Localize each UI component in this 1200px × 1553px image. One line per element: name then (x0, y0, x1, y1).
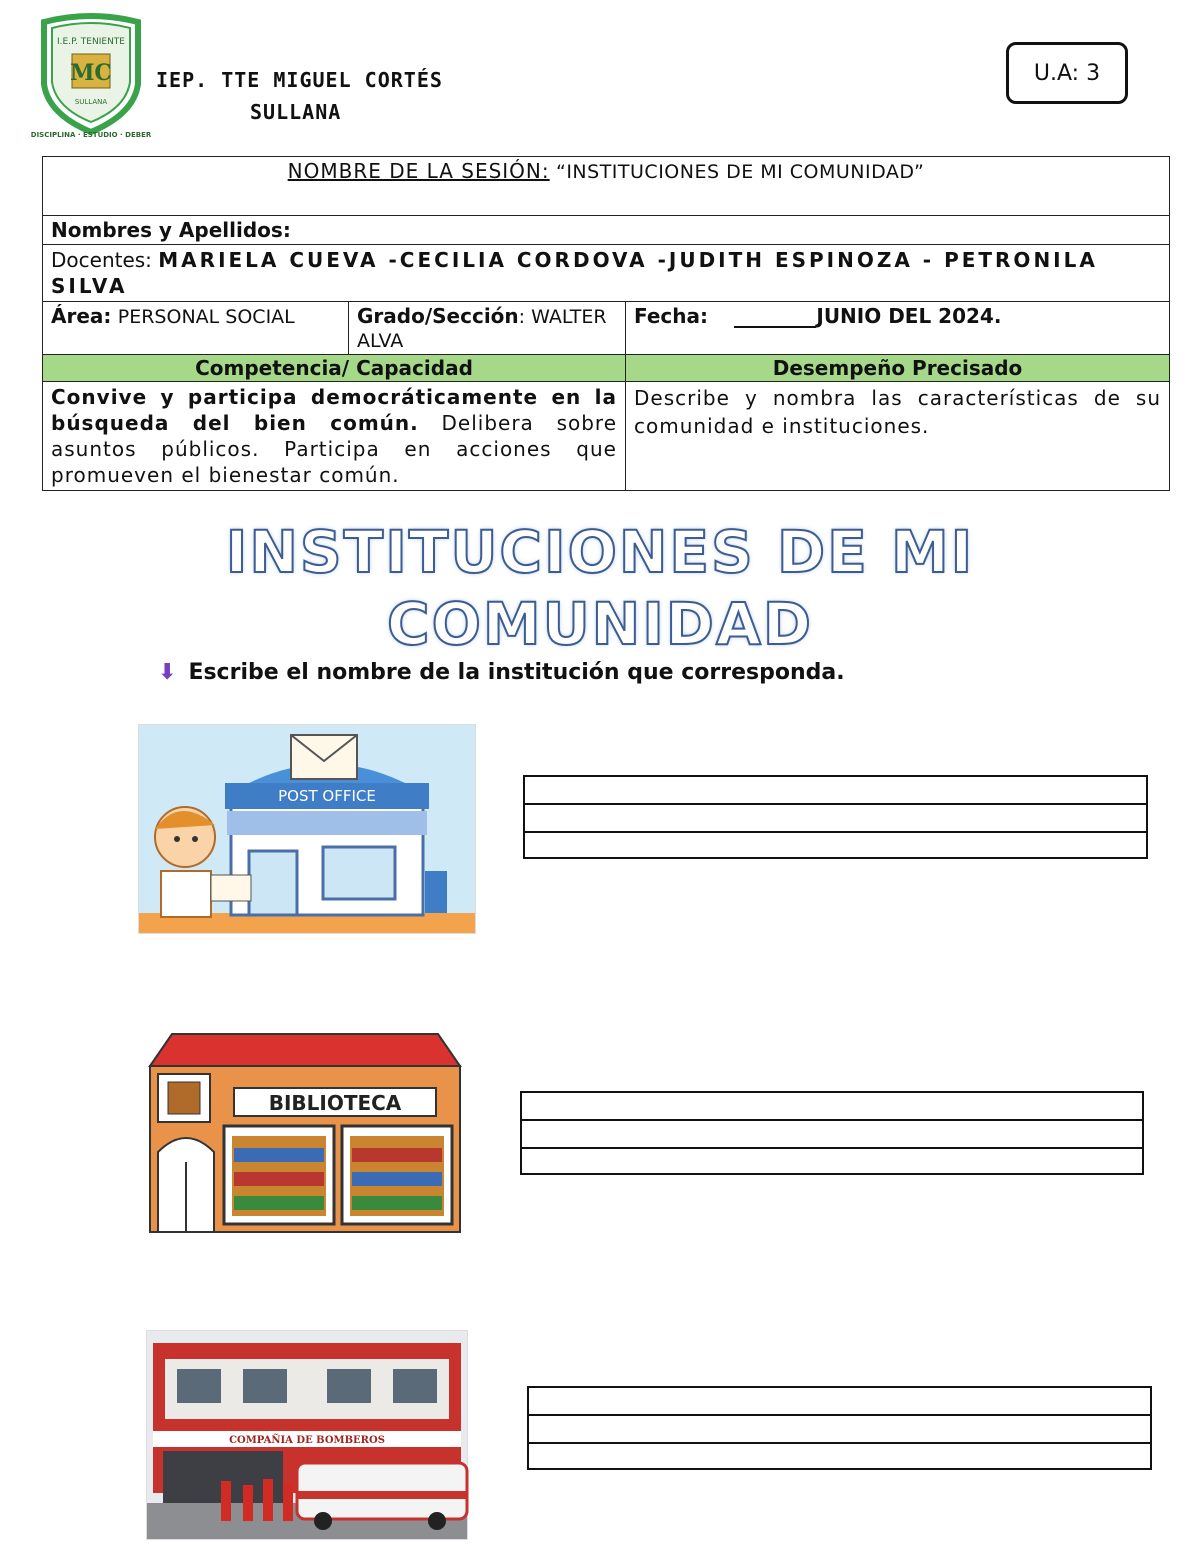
grade-value: : WALTER ALVA (357, 306, 607, 352)
worksheet-title-line2: COMUNIDAD (387, 590, 813, 658)
area-label: Área: (51, 304, 112, 328)
library-sign: BIBLIOTECA (268, 1091, 402, 1115)
date-value: JUNIO DEL 2024. (816, 304, 1002, 328)
svg-text:I.E.P. TENIENTE: I.E.P. TENIENTE (57, 37, 125, 47)
competence-rest: Delibera sobre asuntos públicos. Participa en acciones que promueven el bienestar común. (51, 411, 618, 487)
answer-lines-fire-station[interactable] (527, 1386, 1152, 1470)
answer-line[interactable] (529, 1444, 1150, 1472)
answer-line[interactable] (522, 1121, 1142, 1149)
answer-line[interactable] (522, 1093, 1142, 1121)
instruction-text: Escribe el nombre de la institución que corresponda. (188, 660, 845, 685)
area-cell (43, 302, 349, 355)
performance-text: Describe y nombra las características de su comunidad e instituciones. (626, 382, 1170, 491)
teachers-cell (43, 245, 1170, 302)
school-city: SULLANA (250, 100, 342, 124)
competence-bold: Convive y participa democráticamente en la búsqueda del bien común. (51, 385, 617, 435)
post-office-sign: POST OFFICE (278, 787, 376, 805)
answer-lines-library[interactable] (520, 1091, 1144, 1175)
worksheet-title-line1: INSTITUCIONES DE MI (225, 518, 975, 586)
svg-text:DISCIPLINA · ESTUDIO · DEBER: DISCIPLINA · ESTUDIO · DEBER (30, 131, 152, 139)
answer-line[interactable] (525, 777, 1146, 805)
session-info-table (42, 156, 1170, 491)
teachers-label: Docentes: (51, 248, 152, 272)
answer-line[interactable] (522, 1149, 1142, 1177)
school-name: IEP. TTE MIGUEL CORTÉS (156, 68, 443, 92)
answer-line[interactable] (525, 833, 1146, 861)
fire-station-sign: COMPAÑIA DE BOMBEROS (229, 1435, 385, 1446)
school-logo (30, 14, 152, 140)
unit-badge: U.A: 3 (1006, 42, 1128, 104)
session-name-cell (43, 157, 1170, 216)
date-label: Fecha: (634, 304, 709, 328)
names-label: Nombres y Apellidos: (51, 218, 291, 242)
date-blank-line[interactable] (734, 308, 816, 328)
competence-text (43, 382, 626, 491)
post-office-image (138, 724, 476, 934)
grade-cell (349, 302, 626, 355)
performance-header: Desempeño Precisado (626, 355, 1170, 382)
student-name-field[interactable] (43, 216, 1170, 245)
session-title: “INSTITUCIONES DE MI COMUNIDAD” (555, 161, 925, 183)
area-value: PERSONAL SOCIAL (117, 306, 295, 328)
library-image (146, 1032, 464, 1234)
session-label: NOMBRE DE LA SESIÓN: (287, 159, 550, 183)
competence-header: Competencia/ Capacidad (43, 355, 626, 382)
fire-station-image (146, 1330, 468, 1540)
answer-lines-post-office[interactable] (523, 775, 1148, 859)
date-cell (626, 302, 1170, 355)
svg-text:MC: MC (70, 60, 112, 86)
answer-line[interactable] (529, 1416, 1150, 1444)
svg-text:SULLANA: SULLANA (74, 98, 108, 106)
instruction (158, 660, 845, 685)
grade-label: Grado/Sección (357, 304, 519, 328)
answer-line[interactable] (525, 805, 1146, 833)
teachers-value: MARIELA CUEVA -CECILIA CORDOVA -JUDITH ESPINOZA - PETRONILA SILVA (51, 248, 1098, 298)
answer-line[interactable] (529, 1388, 1150, 1416)
arrow-down-icon: ⬇ (158, 660, 177, 685)
